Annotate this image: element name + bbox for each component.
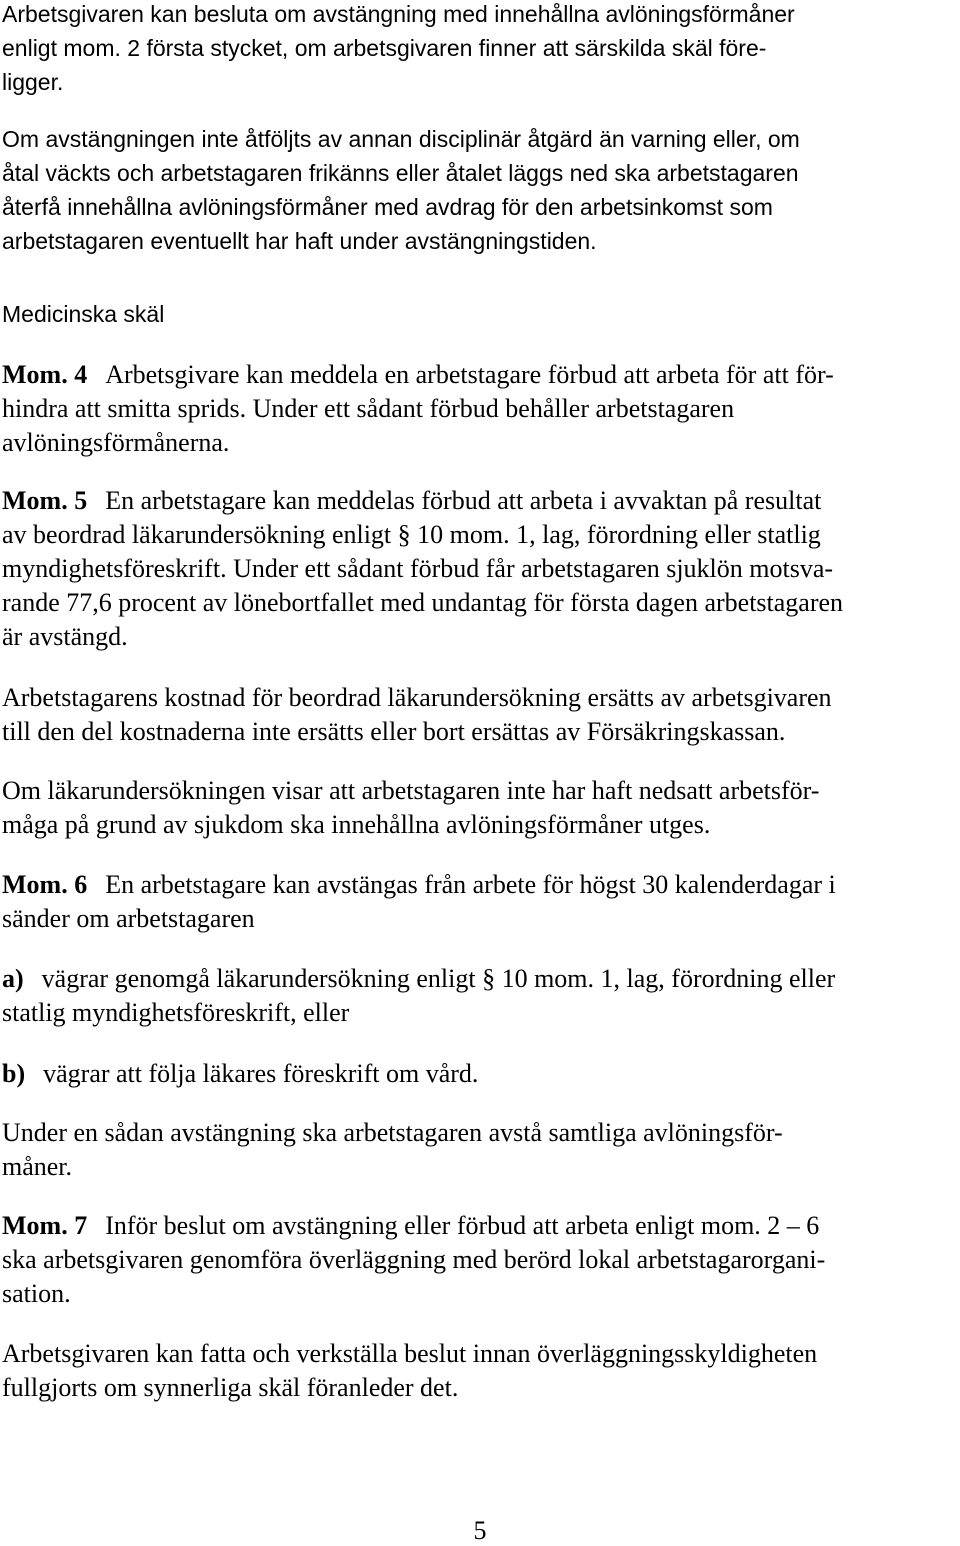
line: rande 77,6 procent av lönebortfallet med undantag för första dagen arbetstagaren: [2, 588, 844, 617]
line: fullgjorts om synnerliga skäl föranleder det.: [2, 1373, 459, 1402]
line: sänder om arbetstagaren: [2, 904, 255, 933]
mom-label: Mom. 4: [2, 360, 88, 389]
paragraph-final: [2, 1337, 958, 1405]
line: myndighetsföreskrift. Under ett sådant förbud får arbetstagaren sjuklön motsva-: [2, 554, 834, 583]
line: ska arbetsgivaren genomföra överläggning med berörd lokal arbetstagarorgani-: [2, 1245, 826, 1274]
line: sation.: [2, 1279, 71, 1308]
mom-label: Mom. 6: [2, 870, 88, 899]
section-mom-7: [2, 1209, 958, 1311]
line: Om avstängningen inte åtföljts av annan disciplinär åtgärd än varning eller, om: [2, 126, 800, 152]
section-mom-4: [2, 358, 958, 460]
page-number: 5: [473, 1516, 487, 1545]
line: Under en sådan avstängning ska arbetstagaren avstå samtliga avlöningsför-: [2, 1118, 783, 1147]
line: är avstängd.: [2, 622, 128, 651]
line: till den del kostnaderna inte ersätts eller bort ersättas av Försäkringskassan.: [2, 717, 786, 746]
line: Arbetsgivare kan meddela en arbetstagare förbud att arbeta för att för-: [105, 360, 834, 389]
heading-medicinska-skal: Medicinska skäl: [2, 301, 165, 327]
line: Inför beslut om avstängning eller förbud att arbeta enligt mom. 2 – 6: [105, 1211, 820, 1240]
line: enligt mom. 2 första stycket, om arbetsgivaren finner att särskilda skäl före-: [2, 35, 767, 61]
paragraph-restore-benefits: [2, 122, 958, 258]
list-item-b: [2, 1057, 958, 1091]
list-label: a): [2, 964, 24, 993]
line: återfå innehållna avlöningsförmåner med avdrag för den arbetsinkomst som: [2, 194, 773, 220]
line: Om läkarundersökningen visar att arbetstagaren inte har haft nedsatt arbetsför-: [2, 776, 820, 805]
mom-label: Mom. 5: [2, 486, 88, 515]
section-mom-5: [2, 484, 958, 654]
line: Arbetstagarens kostnad för beordrad läkarundersökning ersätts av arbetsgivaren: [2, 683, 832, 712]
line: Arbetsgivaren kan besluta om avstängning med innehållna avlöningsförmåner: [2, 1, 795, 27]
paragraph-exam-result: [2, 774, 958, 842]
line: måner.: [2, 1152, 73, 1181]
mom-label: Mom. 7: [2, 1211, 88, 1240]
line: av beordrad läkarundersökning enligt § 10 mom. 1, lag, förordning eller statlig: [2, 520, 821, 549]
list-label: b): [2, 1059, 26, 1088]
line: åtal väckts och arbetstagaren frikänns eller åtalet läggs ned ska arbetstagaren: [2, 160, 799, 186]
line: vägrar genomgå läkarundersökning enligt § 10 mom. 1, lag, förordning eller: [41, 964, 836, 993]
paragraph-abstain: [2, 1116, 958, 1184]
line: statlig myndighetsföreskrift, eller: [2, 998, 350, 1027]
line: En arbetstagare kan avstängas från arbete för högst 30 kalenderdagar i: [105, 870, 836, 899]
list-item-a: [2, 962, 958, 1030]
section-heading: [2, 297, 958, 331]
line: Arbetsgivaren kan fatta och verkställa beslut innan överläggningsskyldigheten: [2, 1339, 818, 1368]
line: vägrar att följa läkares föreskrift om vård.: [43, 1059, 479, 1088]
paragraph-intro: [2, 0, 958, 99]
line: hindra att smitta sprids. Under ett sådant förbud behåller arbetstagaren: [2, 394, 735, 423]
line: avlöningsförmånerna.: [2, 428, 230, 457]
line: ligger.: [2, 69, 64, 95]
paragraph-exam-cost: [2, 681, 958, 749]
line: arbetstagaren eventuellt har haft under avstängningstiden.: [2, 228, 597, 254]
line: En arbetstagare kan meddelas förbud att arbeta i avvaktan på resultat: [105, 486, 822, 515]
line: måga på grund av sjukdom ska innehållna avlöningsförmåner utges.: [2, 810, 711, 839]
section-mom-6: [2, 868, 958, 936]
